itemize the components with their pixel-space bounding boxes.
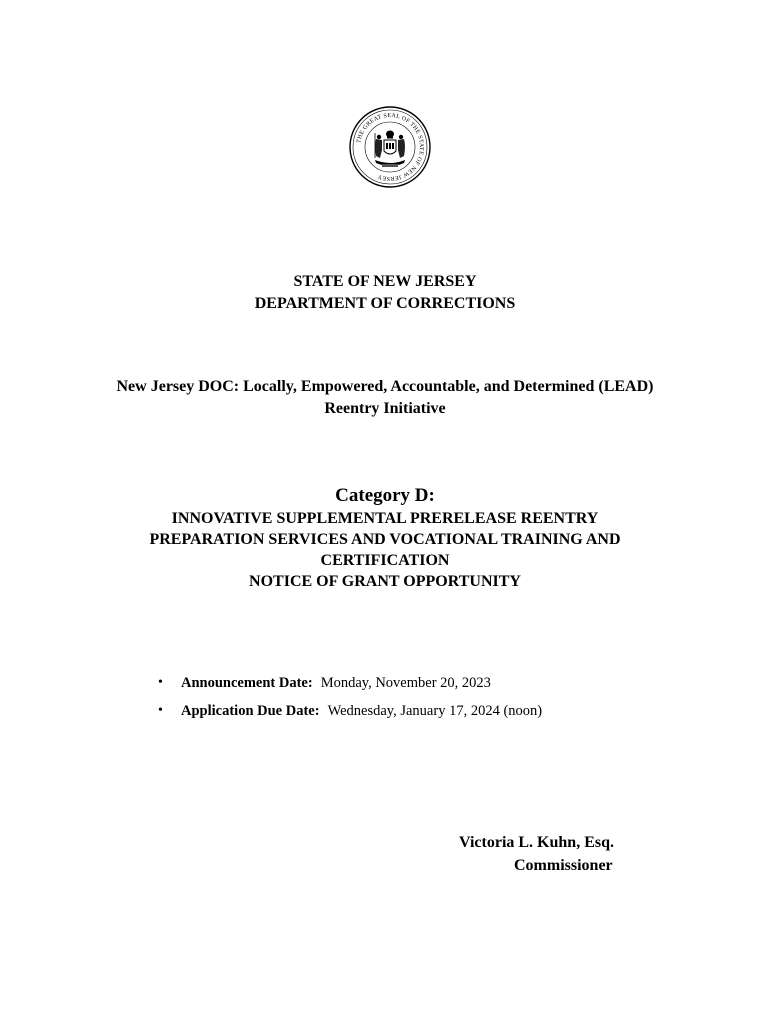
agency-heading bbox=[0, 271, 770, 315]
announcement-date-label: Announcement Date: bbox=[181, 675, 313, 691]
department-name: DEPARTMENT OF CORRECTIONS bbox=[254, 295, 516, 312]
bullet-icon: • bbox=[158, 703, 163, 718]
application-due-date-item bbox=[158, 700, 542, 728]
category-line-3: CERTIFICATION bbox=[320, 552, 450, 569]
category-line-2: PREPARATION SERVICES AND VOCATIONAL TRAINING AND bbox=[149, 531, 621, 548]
announcement-date-item bbox=[158, 672, 542, 700]
category-title: Category D: bbox=[335, 485, 435, 506]
state-seal-icon bbox=[349, 106, 431, 188]
state-name: STATE OF NEW JERSEY bbox=[293, 273, 477, 290]
category-line-1: INNOVATIVE SUPPLEMENTAL PRERELEASE REENTRY bbox=[171, 510, 599, 527]
program-title bbox=[0, 376, 770, 420]
program-title-line-2: Reentry Initiative bbox=[324, 400, 446, 417]
program-title-line-1: New Jersey DOC: Locally, Empowered, Accountable, and Determined (LEAD) bbox=[116, 378, 654, 395]
bullet-icon: • bbox=[158, 675, 163, 690]
signatory-title: Commissioner bbox=[514, 857, 613, 874]
application-due-date-value: Wednesday, January 17, 2024 (noon) bbox=[327, 703, 543, 719]
application-due-date-label: Application Due Date: bbox=[181, 703, 320, 719]
announcement-date-value: Monday, November 20, 2023 bbox=[320, 675, 491, 691]
category-section bbox=[0, 484, 770, 592]
key-dates-list bbox=[158, 672, 542, 728]
seal-ring-text: THE GREAT SEAL OF THE STATE OF NEW JERSEY bbox=[356, 112, 425, 182]
signatory-name: Victoria L. Kuhn, Esq. bbox=[459, 834, 614, 851]
signature-block bbox=[459, 831, 614, 877]
category-line-4: NOTICE OF GRANT OPPORTUNITY bbox=[249, 573, 521, 590]
